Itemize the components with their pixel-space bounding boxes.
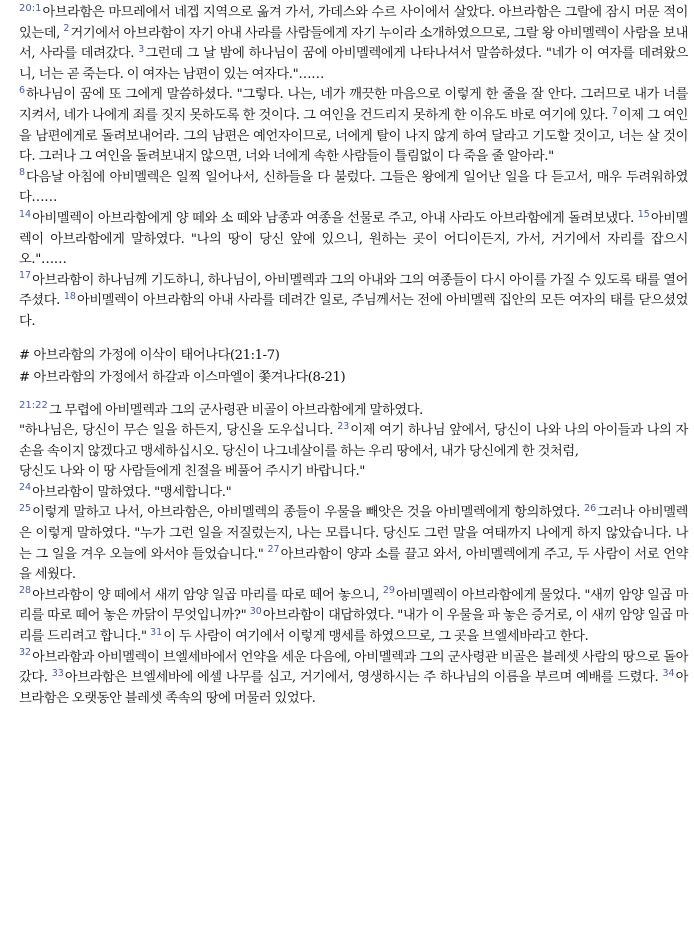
verse-text: 아브라함이 말하였다. "맹세합니다." xyxy=(32,484,232,500)
section-heading: # 아브라함의 가정에서 하갈과 이스마엘이 쫓겨나다(8-21) xyxy=(19,369,346,385)
verse-number: 32 xyxy=(19,647,32,659)
verse-number: 20:1 xyxy=(19,2,42,14)
verse-number: 15 xyxy=(637,208,650,220)
section-heading: # 아브라함의 가정에 이삭이 태어나다(21:1-7) xyxy=(19,347,280,363)
verse-text: 아비멜렉이 아브라함에게 말하였다. "나의 땅이 당신 앞에 있으니, 원하는 곳이 어디이든지, 가서, 거기에서 자리를 잡으시오."…… xyxy=(19,210,688,268)
scripture-paragraph xyxy=(19,586,688,648)
scripture-paragraph xyxy=(19,483,688,504)
verse-text: 아브라함은 오랫동안 블레셋 족속의 땅에 머물러 있었다. xyxy=(19,670,688,706)
verse-number: 28 xyxy=(19,585,32,597)
verse-text: 당신도 나와 이 땅 사람들에게 친절을 베풀어 주시기 바랍니다." xyxy=(19,464,366,480)
verse-number: 17 xyxy=(19,270,32,282)
verse-text: 아브라함은 브엘세바에 에셀 나무를 심고, 거기에서, 영생하시는 주 하나님의 이름을 부르며 예배를 드렸다. xyxy=(64,670,663,686)
verse-text: 아브라함이 양 떼에서 새끼 암양 일곱 마리를 따로 떼어 놓으니, xyxy=(32,587,383,603)
spacer xyxy=(19,389,688,401)
scripture-paragraph xyxy=(19,648,688,710)
verse-text: 아비멜렉이 아브라함에게 양 떼와 소 떼와 남종과 여종을 선물로 주고, 아내 사라도 아브라함에게 돌려보냈다. xyxy=(32,210,638,226)
verse-text: 이제 여기 하나님 앞에서, 당신이 나와 나의 아이들과 나의 자손을 속이지 않겠다고 맹세하십시오. 당신이 나그네살이를 하는 우리 땅에서, 내가 당신에게 한 것처럼, xyxy=(19,423,688,459)
verse-text: 아브라함이 양과 소를 끌고 와서, 아비멜렉에게 주고, 두 사람이 서로 언약을 세웠다. xyxy=(19,546,688,583)
verse-number: 3 xyxy=(138,43,145,55)
section-headings xyxy=(19,345,688,389)
verse-text: 그 무렵에 아비멜렉과 그의 군사령관 비골이 아브라함에게 말하였다. xyxy=(48,402,423,418)
verse-number: 7 xyxy=(611,105,618,117)
scripture-paragraph xyxy=(19,503,688,585)
scripture-paragraph xyxy=(19,3,688,85)
verse-number: 21:22 xyxy=(19,400,48,412)
verse-text: 이렇게 말하고 나서, 아브라함은, 아비멜렉의 종들이 우물을 빼앗은 것을 아비멜렉에게 항의하였다. xyxy=(32,505,585,521)
verse-number: 8 xyxy=(19,167,26,179)
verse-number: 6 xyxy=(19,84,26,96)
verse-number: 14 xyxy=(19,208,32,220)
verse-number: 34 xyxy=(662,667,675,679)
verse-number: 24 xyxy=(19,482,32,494)
verse-text: 그러나 아비멜렉은 이렇게 말하였다. "누가 그런 일을 저질렀는지, 나는 모릅니다. 당신도 그런 말을 여태까지 나에게 하지 않았습니다. 나는 그 일을 겨우 오늘에 와서야 들었습니다." xyxy=(19,505,688,562)
verse-number: 31 xyxy=(150,626,163,638)
verse-number: 33 xyxy=(51,667,64,679)
spacer xyxy=(19,333,688,345)
verse-text: 아브라함과 아비멜렉이 브엘세바에서 언약을 세운 다음에, 아비멜렉과 그의 군사령관 비골은 블레셋 사람의 땅으로 돌아갔다. xyxy=(19,649,688,686)
verse-number: 26 xyxy=(584,503,597,515)
verse-number: 30 xyxy=(249,606,262,618)
verse-number: 2 xyxy=(63,23,70,35)
passage-genesis-21 xyxy=(19,401,688,710)
verse-text: 이 두 사람이 여기에서 이렇게 맹세를 하였으므로, 그 곳을 브엘세바라고 한다. xyxy=(163,629,589,645)
verse-text: "하나님은, 당신이 무슨 일을 하든지, 당신을 도우십니다. xyxy=(19,423,338,439)
verse-text: 아브라함은 마므레에서 네겝 지역으로 옮겨 가서, 가데스와 수르 사이에서 살았다. 아브라함은 그랄에 잠시 머문 적이 있는데, xyxy=(19,5,688,41)
scripture-paragraph xyxy=(19,421,688,462)
verse-text: 아비멜렉이 아브라함의 아내 사라를 데려간 일로, 주님께서는 전에 아비멜렉 집안의 모든 여자의 태를 닫으셨었다. xyxy=(19,293,688,329)
verse-text: 그런데 그 날 밤에 하나님이 꿈에 아비멜렉에게 나타나셔서 말씀하셨다. "네가 이 여자를 데려왔으니, 너는 곧 죽는다. 이 여자는 남편이 있는 여자다."…… xyxy=(19,46,688,82)
verse-text: 이제 그 여인을 남편에게로 돌려보내어라. 그의 남편은 예언자이므로, 너에게 탈이 나지 않게 하여 달라고 기도할 것이고, 너는 살 것이다. 그러나 그 여인을 돌려보내지 않으면, 너와 너에게 속한 사람들이 틀림없이 다 죽을 줄 알아라." xyxy=(19,107,688,165)
scripture-paragraph xyxy=(19,209,688,271)
scripture-paragraph xyxy=(19,401,688,422)
verse-text: 거기에서 아브라함이 자기 아내 사라를 사람들에게 자기 누이라 소개하였으므로, 그랄 왕 아비멜렉이 사람을 보내서, 사라를 데려갔다. xyxy=(19,25,688,62)
scripture-paragraph xyxy=(19,462,688,483)
verse-number: 27 xyxy=(267,544,280,556)
verse-text: 아브라함이 하나님께 기도하니, 하나님이, 아비멜렉과 그의 아내와 그의 여종들이 다시 아이를 가질 수 있도록 태를 열어 주셨다. xyxy=(19,272,688,309)
scripture-paragraph xyxy=(19,271,688,333)
verse-text: 다음날 아침에 아비멜렉은 일찍 일어나서, 신하들을 다 불렀다. 그들은 왕에게 일어난 일을 다 듣고서, 매우 두려워하였다…… xyxy=(19,169,688,206)
verse-text: 아브라함이 대답하였다. "내가 이 우물을 파 놓은 증거로, 이 새끼 암양 일곱 마리를 드리려고 합니다." xyxy=(19,608,688,645)
verse-text: 아비멜렉이 아브라함에게 물었다. "새끼 암양 일곱 마리를 따로 떼어 놓은 까닭이 무엇입니까?" xyxy=(19,587,688,624)
verse-number: 18 xyxy=(63,290,76,302)
verse-number: 29 xyxy=(382,585,395,597)
verse-number: 23 xyxy=(337,420,350,432)
verse-text: 하나님이 꿈에 또 그에게 말씀하셨다. "그렇다. 나는, 네가 깨끗한 마음으로 이렇게 한 줄을 잘 안다. 그러므로 내가 너를 지켜서, 네가 나에게 죄를 짓지 못하도록 한 것이다. 그 여인을 건드리지 못하게 한 이유도 바로 여기에 있다. xyxy=(19,87,688,123)
passage-genesis-20 xyxy=(19,3,688,333)
scripture-paragraph xyxy=(19,168,688,209)
scripture-paragraph xyxy=(19,85,688,167)
verse-number: 25 xyxy=(19,503,32,515)
